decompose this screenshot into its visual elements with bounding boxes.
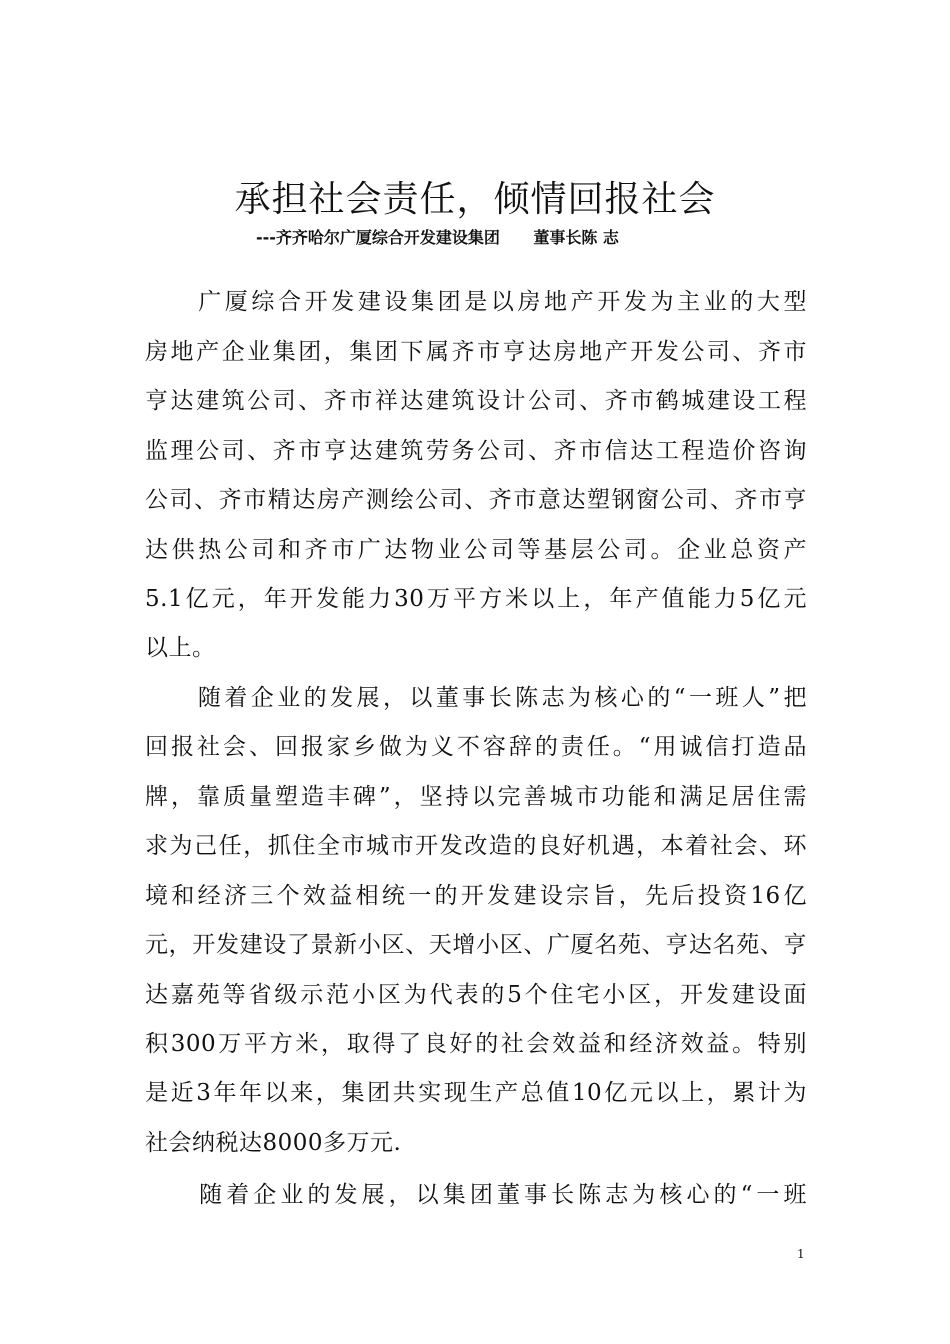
document-subtitle: ---齐齐哈尔广厦综合开发建设集团 董事长陈 志 — [256, 228, 619, 247]
paragraph-3-line: 随着企业的发展，以集团董事长陈志为核心的“一班 — [145, 1182, 807, 1208]
paragraph-2-line: 回报社会、回报家乡做为义不容辞的责任。“用诚信打造品 — [145, 734, 807, 760]
paragraph-1-line: 以上。 — [145, 635, 216, 661]
paragraph-2-line: 达嘉苑等省级示范小区为代表的5个住宅小区，开发建设面 — [145, 982, 807, 1008]
paragraph-2-line: 积300万平方米，取得了良好的社会效益和经济效益。特别 — [145, 1031, 807, 1057]
paragraph-2-line: 求为己任，抓住全市城市开发改造的良好机遇，本着社会、环 — [145, 833, 807, 859]
paragraph-2-line: 社会纳税达8000多万元. — [145, 1130, 402, 1156]
document-title: 承担社会责任，倾情回报社会 — [234, 179, 716, 220]
paragraph-1-line: 监理公司、齐市亨达建筑劳务公司、齐市信达工程造价咨询 — [145, 438, 807, 464]
paragraph-1-line: 广厦综合开发建设集团是以房地产开发为主业的大型 — [145, 289, 807, 315]
paragraph-1-line: 达供热公司和齐市广达物业公司等基层公司。企业总资产 — [145, 537, 807, 563]
paragraph-2-line: 牌，靠质量塑造丰碑”，坚持以完善城市功能和满足居住需 — [145, 784, 807, 810]
paragraph-2-line: 随着企业的发展，以董事长陈志为核心的“一班人”把 — [145, 685, 807, 711]
page-number: 1 — [797, 1247, 805, 1261]
paragraph-2-line: 元，开发建设了景新小区、天增小区、广厦名苑、亨达名苑、亨 — [145, 932, 807, 958]
paragraph-2-line: 是近3年年以来，集团共实现生产总值10亿元以上，累计为 — [145, 1080, 807, 1106]
paragraph-1-line: 亨达建筑公司、齐市祥达建筑设计公司、齐市鹤城建设工程 — [145, 388, 807, 414]
paragraph-2-line: 境和经济三个效益相统一的开发建设宗旨，先后投资16亿 — [145, 883, 807, 909]
paragraph-1-line: 房地产企业集团，集团下属齐市亨达房地产开发公司、齐市 — [145, 339, 807, 365]
paragraph-1-line: 5.1亿元，年开发能力30万平方米以上，年产值能力5亿元 — [145, 586, 807, 612]
paragraph-1-line: 公司、齐市精达房产测绘公司、齐市意达塑钢窗公司、齐市亨 — [145, 487, 807, 513]
